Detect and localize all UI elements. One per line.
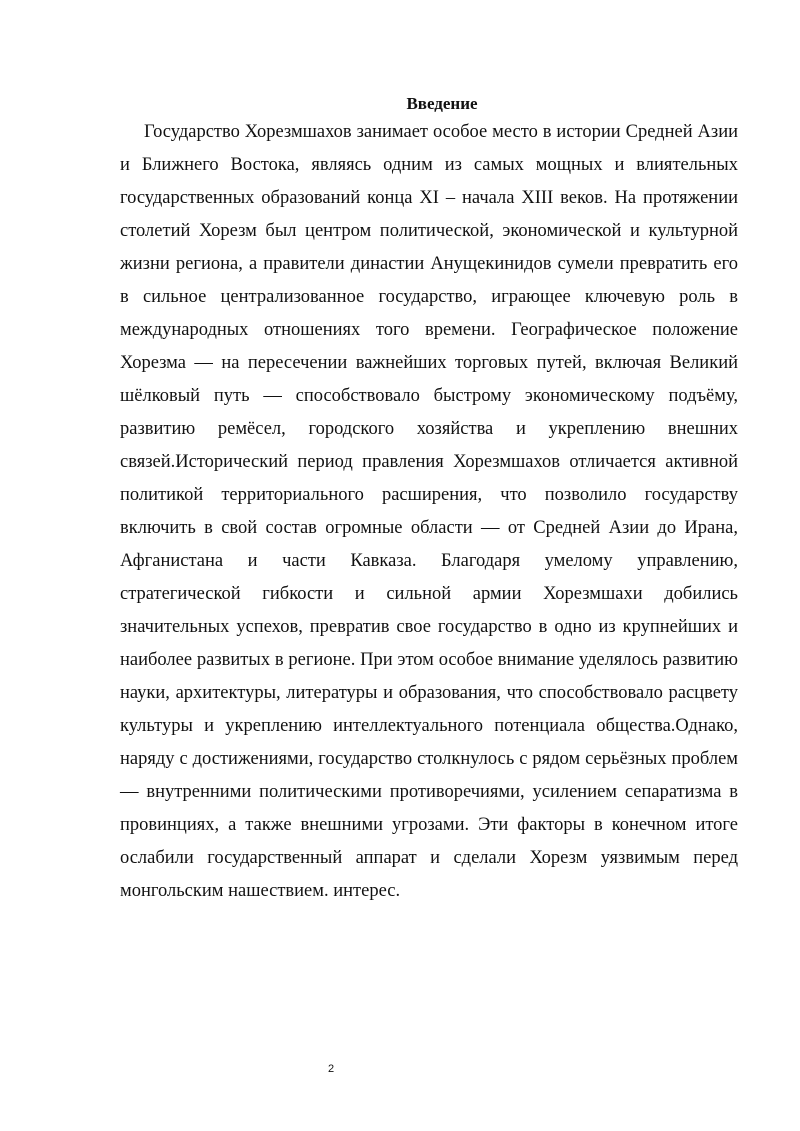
- page-number: 2: [327, 1063, 335, 1075]
- document-content: [120, 92, 738, 908]
- body-paragraph: Государство Хорезмшахов занимает особое место в истории Средней Азии и Ближнего Востока, являясь одним из самых мощных и влиятельных государственных образований конца XI – начала XIII веков. На протяжении столетий Хорезм был центром политической, экономической и культурной жизни региона, а правители династии Анущекинидов сумели превратить его в сильное централизованное государство, играющее ключевую роль в международных отношениях того времени. Географическое положение Хорезма — на пересечении важнейших торговых путей, включая Великий шёлковый путь — способствовало быстрому экономическому подъёму, развитию ремёсел, городского хозяйства и укреплению внешних связей.Исторический период правления Хорезмшахов отличается активной политикой территориального расширения, что позволило государству включить в свой состав огромные области — от Средней Азии до Ирана, Афганистана и части Кавказа. Благодаря умелому управлению, стратегической гибкости и сильной армии Хорезмшахи добились значительных успехов, превратив свое государство в одно из крупнейших и наиболее развитых в регионе. При этом особое внимание уделялось развитию науки, архитектуры, литературы и образования, что способствовало расцвету культуры и укреплению интеллектуального потенциала общества.Однако, наряду с достижениями, государство столкнулось с рядом серьёзных проблем — внутренними политическими противоречиями, усилением сепаратизма в провинциях, а также внешними угрозами. Эти факторы в конечном итоге ослабили государственный аппарат и сделали Хорезм уязвимым перед монгольским нашествием. интерес.: [120, 122, 738, 901]
- page-title: Введение: [406, 94, 478, 113]
